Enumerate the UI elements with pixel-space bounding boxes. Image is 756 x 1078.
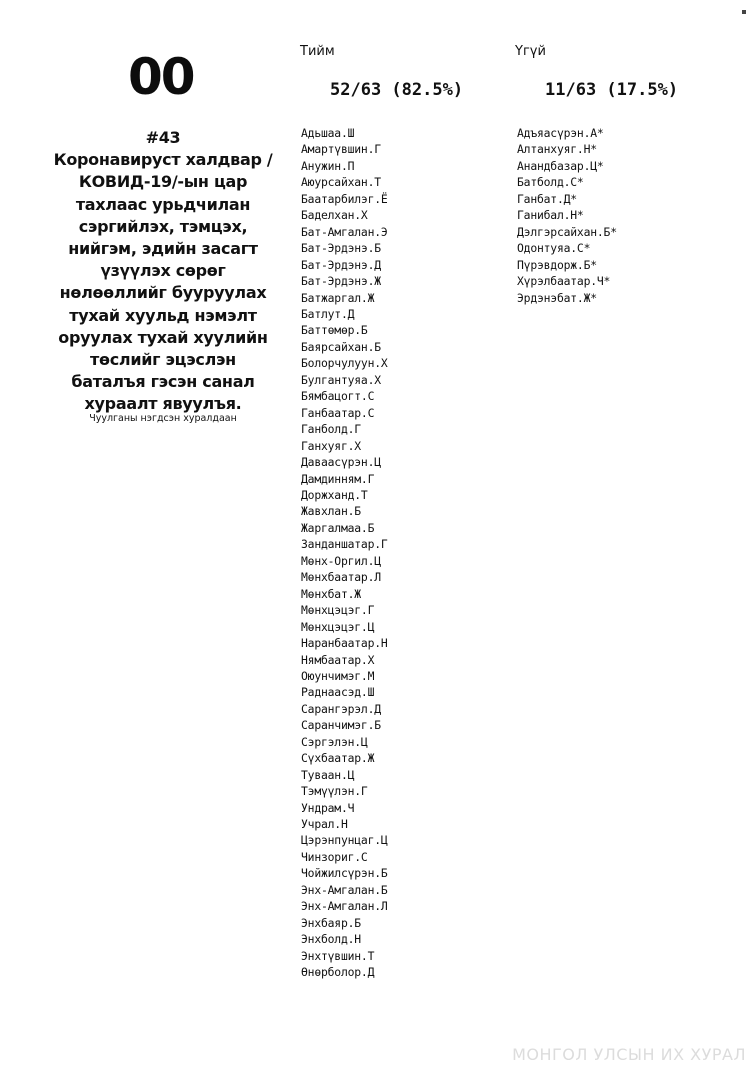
yes-voter-name: Батлут.Д [301, 306, 355, 321]
yes-voter-name: Амартүвшин.Г [301, 142, 381, 157]
yes-voter-name: Мөнхцэцэг.Ц [301, 619, 375, 634]
yes-voter-name: Батжаргал.Ж [301, 290, 375, 305]
yes-voter-name: Аюурсайхан.Т [301, 175, 381, 190]
yes-voter-name: Сэргэлэн.Ц [301, 734, 368, 749]
yes-voter-name: Ганбаатар.С [301, 405, 375, 420]
yes-voter-name: Бат-Эрдэнэ.Б [301, 241, 381, 256]
yes-voter-name: Туваан.Ц [301, 767, 355, 782]
yes-voter-name: Мөнхцэцэг.Г [301, 603, 375, 618]
yes-voters-list [301, 125, 388, 981]
no-header: Үгүй [515, 44, 546, 59]
no-voter-name: Адъяасүрэн.А* [517, 126, 604, 140]
yes-voter-name: Энх-Амгалан.Б [301, 882, 388, 897]
yes-voter-name: Цэрэнпунцаг.Ц [301, 833, 388, 848]
yes-voter-name: Раднаасэд.Ш [301, 685, 375, 700]
yes-voter-name: Баттөмөр.Б [301, 323, 368, 338]
yes-voter-name: Наранбаатар.Н [301, 636, 388, 651]
yes-voter-name: Учрал.Н [301, 817, 348, 832]
no-voter-name: Хүрэлбаатар.Ч* [517, 274, 611, 289]
yes-voter-name: Жаргалмаа.Б [301, 520, 375, 535]
yes-voter-name: Энхтүвшин.Т [301, 948, 375, 963]
yes-voter-name: Саранчимэг.Б [301, 718, 381, 733]
no-count: 11/63 (17.5%) [545, 80, 679, 100]
yes-count: 52/63 (82.5%) [330, 80, 464, 100]
yes-voter-name: Өнөрболор.Д [301, 965, 375, 980]
motion-block [52, 127, 274, 416]
yes-voter-name: Бямбацогт.С [301, 389, 375, 404]
yes-voter-name: Бат-Эрдэнэ.Д [301, 257, 381, 272]
no-voter-name: Алтанхуяг.Н* [517, 142, 597, 157]
no-voter-name: Эрдэнэбат.Ж* [517, 290, 597, 305]
yes-voter-name: Адьшаа.Ш [301, 126, 355, 140]
yes-voter-name: Энх-Амгалан.Л [301, 899, 388, 914]
yes-voter-name: Доржханд.Т [301, 487, 368, 502]
yes-voter-name: Оюунчимэг.М [301, 668, 375, 683]
yes-voter-name: Сарангэрэл.Д [301, 701, 381, 716]
motion-number: #43 [145, 128, 181, 147]
yes-voter-name: Нямбаатар.Х [301, 652, 375, 667]
corner-mark [742, 10, 746, 14]
yes-voter-name: Жавхлан.Б [301, 504, 361, 519]
yes-voter-name: Бат-Амгалан.Э [301, 224, 388, 239]
yes-voter-name: Энхбаяр.Б [301, 915, 361, 930]
no-voter-name: Пүрэвдорж.Б* [517, 257, 597, 272]
yes-voter-name: Бат-Эрдэнэ.Ж [301, 274, 381, 289]
yes-voter-name: Ундрам.Ч [301, 800, 355, 815]
no-voter-name: Ганибал.Н* [517, 208, 584, 223]
no-voter-name: Батболд.С* [517, 175, 584, 190]
yes-voter-name: Баатарбилэг.Ё [301, 191, 388, 206]
yes-voter-name: Даваасүрэн.Ц [301, 455, 381, 470]
yes-voter-name: Энхболд.Н [301, 932, 361, 947]
no-voters-list [517, 125, 617, 306]
yes-voter-name: Мөнхбаатар.Л [301, 570, 381, 585]
yes-voter-name: Тэмүүлэн.Г [301, 784, 368, 799]
yes-voter-name: Мөнх-Оргил.Ц [301, 553, 381, 568]
yes-voter-name: Булгантуяа.Х [301, 372, 381, 387]
no-voter-name: Ганбат.Д* [517, 191, 577, 206]
yes-voter-name: Чойжилсүрэн.Б [301, 866, 388, 881]
yes-voter-name: Мөнхбат.Ж [301, 586, 361, 601]
no-voter-name: Анандбазар.Ц* [517, 158, 604, 173]
yes-header: Тийм [300, 44, 335, 59]
yes-voter-name: Баярсайхан.Б [301, 339, 381, 354]
yes-voter-name: Болорчулуун.Х [301, 356, 388, 371]
yes-voter-name: Анужин.П [301, 158, 355, 173]
yes-voter-name: Ганболд.Г [301, 422, 361, 437]
yes-voter-name: Сүхбаатар.Ж [301, 751, 375, 766]
session-name: Чуулганы нэгдсэн хуралдаан [89, 413, 237, 424]
yes-voter-name: Дамдинням.Г [301, 471, 375, 486]
no-voter-name: Одонтуяа.С* [517, 241, 591, 256]
vote-code: 00 [128, 48, 194, 106]
yes-voter-name: Ганхуяг.Х [301, 438, 361, 453]
watermark: МОНГОЛ УЛСЫН ИХ ХУРАЛ [512, 1045, 746, 1064]
yes-voter-name: Чинзориг.С [301, 849, 368, 864]
yes-voter-name: Занданшатар.Г [301, 537, 388, 552]
yes-voter-name: Баделхан.Х [301, 208, 368, 223]
no-voter-name: Дэлгэрсайхан.Б* [517, 224, 617, 239]
motion-title: Коронавируст халдвар / КОВИД-19/-ын цар тахлаас урьдчилан сэргийлэх, тэмцэх, нийгэм, эдийн засагт үзүүлэх сөрөг нөлөөллийг бууруулах тухай хуульд нэмэлт оруулах тухай хуулийн төслийг эцэслэн баталъя гэсэн санал хураалт явуулъя. [53, 150, 273, 414]
